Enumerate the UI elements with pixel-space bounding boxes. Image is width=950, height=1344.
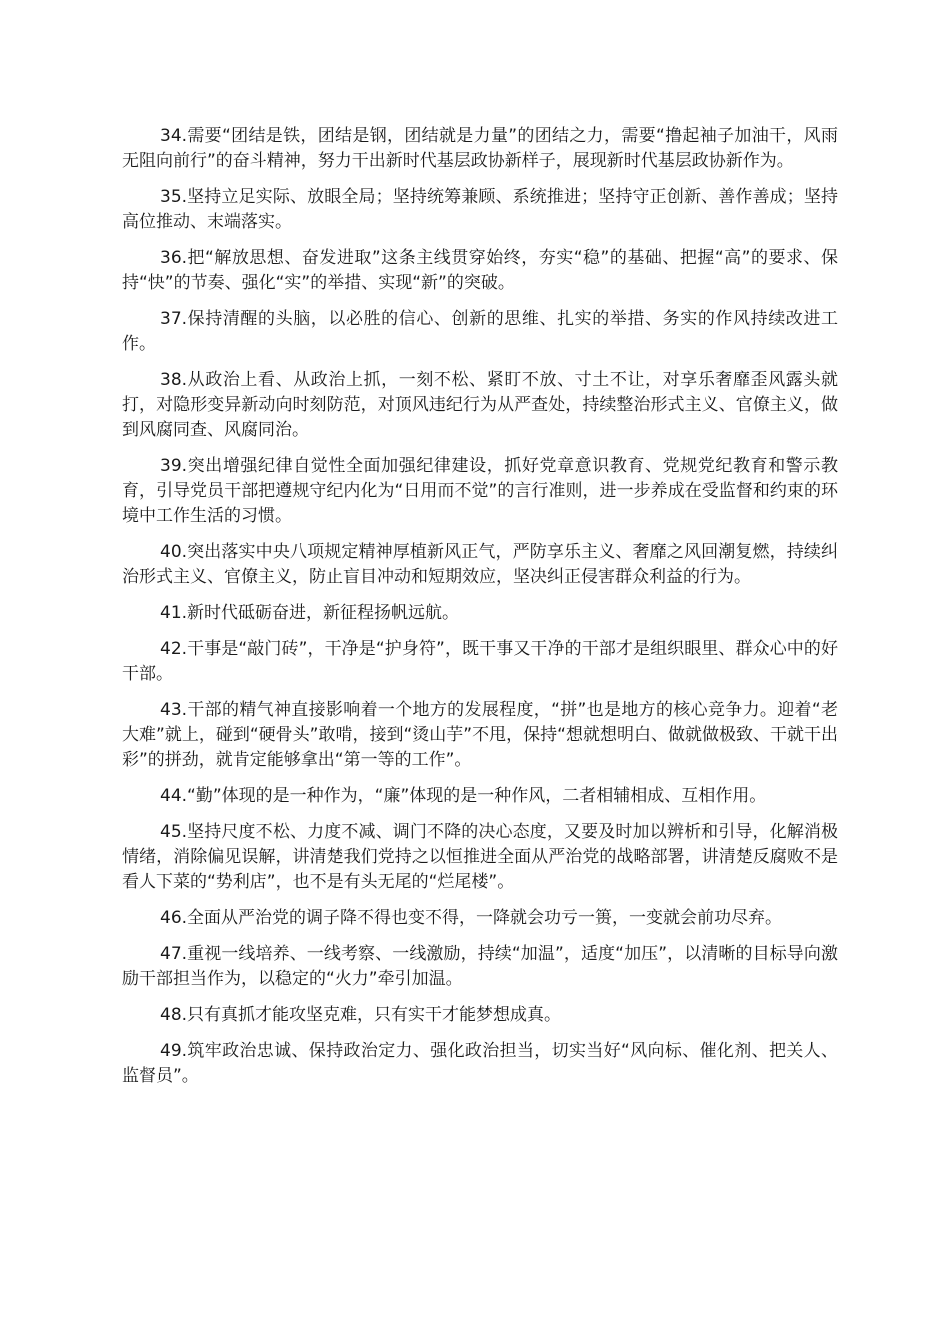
document-body [122,124,838,1100]
paragraph-34: 34.需要“团结是铁，团结是钢，团结就是力量”的团结之力，需要“撸起袖子加油干，风雨无阻向前行”的奋斗精神，努力干出新时代基层政协新样子，展现新时代基层政协新作为。 [122,126,838,171]
paragraph-47: 47.重视一线培养、一线考察、一线激励，持续“加温”，适度“加压”，以清晰的目标导向激励干部担当作为，以稳定的“火力”牵引加温。 [122,944,838,989]
paragraph-36: 36.把“解放思想、奋发进取”这条主线贯穿始终，夯实“稳”的基础、把握“高”的要求、保持“快”的节奏、强化“实”的举措、实现“新”的突破。 [122,248,838,293]
paragraph-40: 40.突出落实中央八项规定精神厚植新风正气，严防享乐主义、奢靡之风回潮复燃，持续纠治形式主义、官僚主义，防止盲目冲动和短期效应，坚决纠正侵害群众利益的行为。 [122,542,838,587]
paragraph-45: 45.坚持尺度不松、力度不减、调门不降的决心态度，又要及时加以辨析和引导，化解消极情绪，消除偏见误解，讲清楚我们党持之以恒推进全面从严治党的战略部署，讲清楚反腐败不是看人下菜的“势利店”，也不是有头无尾的“烂尾楼”。 [122,822,838,892]
paragraph-48: 48.只有真抓才能攻坚克难，只有实干才能梦想成真。 [160,1005,562,1025]
paragraph-43: 43.干部的精气神直接影响着一个地方的发展程度，“拼”也是地方的核心竞争力。迎着“老大难”就上，碰到“硬骨头”敢啃，接到“烫山芋”不甩，保持“想就想明白、做就做极致、干就干出彩”的拼劲，就肯定能够拿出“第一等的工作”。 [122,700,838,770]
paragraph-37: 37.保持清醒的头脑，以必胜的信心、创新的思维、扎实的举措、务实的作风持续改进工作。 [122,309,838,354]
paragraph-41: 41.新时代砥砺奋进，新征程扬帆远航。 [160,603,460,623]
paragraph-46: 46.全面从严治党的调子降不得也变不得，一降就会功亏一篑，一变就会前功尽弃。 [160,908,783,928]
paragraph-42: 42.干事是“敲门砖”，干净是“护身符”，既干事又干净的干部才是组织眼里、群众心中的好干部。 [122,639,838,684]
paragraph-44: 44.“勤”体现的是一种作为，“廉”体现的是一种作风，二者相辅相成、互相作用。 [160,786,767,806]
paragraph-35: 35.坚持立足实际、放眼全局；坚持统筹兼顾、系统推进；坚持守正创新、善作善成；坚持高位推动、末端落实。 [122,187,838,232]
paragraph-38: 38.从政治上看、从政治上抓，一刻不松、紧盯不放、寸土不让，对享乐奢靡歪风露头就打，对隐形变异新动向时刻防范，对顶风违纪行为从严查处，持续整治形式主义、官僚主义，做到风腐同查、风腐同治。 [122,370,838,440]
paragraph-49: 49.筑牢政治忠诚、保持政治定力、强化政治担当，切实当好“风向标、催化剂、把关人、监督员”。 [122,1041,838,1086]
paragraph-39: 39.突出增强纪律自觉性全面加强纪律建设，抓好党章意识教育、党规党纪教育和警示教育，引导党员干部把遵规守纪内化为“日用而不觉”的言行准则，进一步养成在受监督和约束的环境中工作生活的习惯。 [122,456,838,526]
